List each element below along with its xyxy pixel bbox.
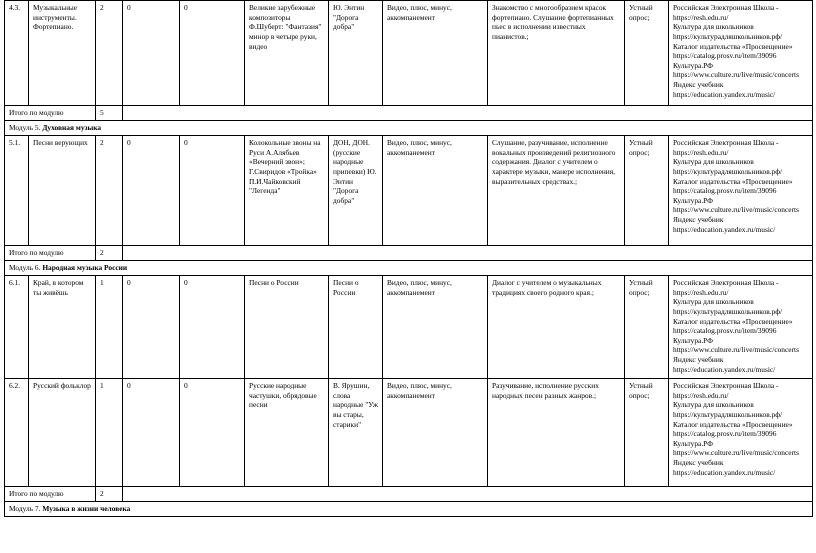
row-number: 6.2. bbox=[5, 379, 29, 487]
repertoire-singing: В. Ярушин, слова народные "Уж вы стары, старики" bbox=[329, 379, 383, 487]
resource-line: Культура.РФ bbox=[673, 195, 713, 205]
resources-media: Видео, плюс, минус, аккомпанемент bbox=[383, 276, 488, 379]
hours-control: 0 bbox=[123, 276, 180, 379]
resources-media: Видео, плюс, минус, аккомпанемент bbox=[383, 1, 488, 106]
activity-types: Диалог с учителем о музыкальных традициях своего родного края.; bbox=[488, 276, 625, 379]
control-forms: Устный опрос; bbox=[625, 379, 669, 487]
repertoire-listening: Колокольные звоны на Руси А.Алябьев «Вечерний звон»; Г.Свиридов «Тройка» П.И.Чайковский "Легенда" bbox=[245, 136, 329, 246]
resource-line: Российская Электронная Школа - bbox=[673, 278, 779, 287]
module-header-row bbox=[5, 121, 813, 136]
module-header-row bbox=[5, 261, 813, 276]
row-number: 6.1. bbox=[5, 276, 29, 379]
resource-line: Культура для школьников bbox=[673, 400, 754, 410]
resource-link[interactable]: https://культурадляшкольников.рф/ bbox=[673, 31, 783, 41]
module-header bbox=[5, 261, 813, 276]
module-total-value: 2 bbox=[96, 246, 123, 261]
hours-practice: 0 bbox=[180, 1, 245, 106]
resource-link[interactable]: https://resh.edu.ru/ bbox=[673, 12, 729, 22]
resources-media: Видео, плюс, минус, аккомпанемент bbox=[383, 136, 488, 246]
resource-link[interactable]: https://культурадляшкольников.рф/ bbox=[673, 409, 783, 419]
repertoire-singing: Ю. Энтин "Дорога добра" bbox=[329, 1, 383, 106]
topic-name: Край, в котором ты живёшь bbox=[29, 276, 96, 379]
resource-link[interactable]: https://www.culture.ru/live/music/concerts bbox=[673, 448, 799, 458]
resource-link[interactable]: https://www.culture.ru/live/music/concerts bbox=[673, 70, 799, 80]
control-forms: Устный опрос; bbox=[625, 1, 669, 106]
hours-total: 2 bbox=[96, 136, 123, 246]
resource-line: Культура для школьников bbox=[673, 297, 754, 307]
control-forms: Устный опрос; bbox=[625, 276, 669, 379]
hours-total: 2 bbox=[96, 1, 123, 106]
module-header bbox=[5, 502, 813, 517]
module-header bbox=[5, 121, 813, 136]
row-number: 5.1. bbox=[5, 136, 29, 246]
hours-practice: 0 bbox=[180, 136, 245, 246]
module-total-empty bbox=[123, 246, 813, 261]
resource-link[interactable]: https://catalog.prosv.ru/item/39096 bbox=[673, 186, 777, 196]
resource-link[interactable]: https://культурадляшкольников.рф/ bbox=[673, 166, 783, 176]
module-total-value: 5 bbox=[96, 106, 123, 121]
module-prefix: Модуль 6. bbox=[9, 263, 41, 272]
hours-practice: 0 bbox=[180, 379, 245, 487]
activity-types: Знакомство с многообразием красок фортепиано. Слушание фортепианных пьес в исполнении известных пианистов.; bbox=[488, 1, 625, 106]
hours-control: 0 bbox=[123, 136, 180, 246]
digital-resources bbox=[669, 1, 813, 106]
resource-line: Культура.РФ bbox=[673, 438, 713, 448]
repertoire-listening: Великие зарубежные композиторы Ф.Шуберт: "Фантазия" минор в четыре руки, видео bbox=[245, 1, 329, 106]
module-title: Музыка в жизни человека bbox=[42, 504, 131, 513]
resource-line: Культура для школьников bbox=[673, 157, 754, 167]
module-header-row bbox=[5, 502, 813, 517]
hours-total: 1 bbox=[96, 276, 123, 379]
resource-link[interactable]: https://education.yandex.ru/music/ bbox=[673, 224, 776, 234]
resource-line: Каталог издательства «Просвещение» bbox=[673, 41, 793, 51]
resource-link[interactable]: https://catalog.prosv.ru/item/39096 bbox=[673, 429, 777, 439]
module-total-value: 2 bbox=[96, 487, 123, 502]
module-total-label: Итого по модулю bbox=[5, 246, 96, 261]
resource-line: Культура.РФ bbox=[673, 60, 713, 70]
repertoire-listening: Русские народные частушки, обрядовые песни bbox=[245, 379, 329, 487]
repertoire-singing: ДОН, ДОН. (русские народные припевки) Ю. Энтин "Дорога добра" bbox=[329, 136, 383, 246]
activity-types: Разучивание, исполнение русских народных песен разных жанров.; bbox=[488, 379, 625, 487]
resource-line: Культура.РФ bbox=[673, 335, 713, 345]
resource-line: Яндекс учебник bbox=[673, 215, 724, 224]
resource-link[interactable]: https://catalog.prosv.ru/item/39096 bbox=[673, 51, 777, 61]
resource-link[interactable]: https://education.yandex.ru/music/ bbox=[673, 364, 776, 374]
resource-line: Яндекс учебник bbox=[673, 355, 724, 364]
repertoire-singing: Песни о России bbox=[329, 276, 383, 379]
resource-link[interactable]: https://resh.edu.ru/ bbox=[673, 147, 729, 157]
resource-link[interactable]: https://education.yandex.ru/music/ bbox=[673, 467, 776, 477]
resource-link[interactable]: https://catalog.prosv.ru/item/39096 bbox=[673, 326, 777, 336]
topic-name: Песни верующих bbox=[29, 136, 96, 246]
topic-name: Музыкальные инструменты. Фортепиано. bbox=[29, 1, 96, 106]
topic-name: Русский фольклор bbox=[29, 379, 96, 487]
repertoire-listening: Песни о России bbox=[245, 276, 329, 379]
module-total-empty bbox=[123, 487, 813, 502]
table-row bbox=[5, 379, 813, 487]
module-title: Духовная музыка bbox=[42, 123, 102, 132]
resource-line: Яндекс учебник bbox=[673, 458, 724, 467]
module-title: Народная музыка России bbox=[42, 263, 128, 272]
hours-control: 0 bbox=[123, 379, 180, 487]
resource-link[interactable]: https://education.yandex.ru/music/ bbox=[673, 89, 776, 99]
resource-line: Российская Электронная Школа - bbox=[673, 138, 779, 147]
module-total-row bbox=[5, 246, 813, 261]
resource-line: Каталог издательства «Просвещение» bbox=[673, 176, 793, 186]
resource-link[interactable]: https://www.culture.ru/live/music/concerts bbox=[673, 345, 799, 355]
module-prefix: Модуль 7. bbox=[9, 504, 41, 513]
row-number: 4.3. bbox=[5, 1, 29, 106]
module-total-label: Итого по модулю bbox=[5, 487, 96, 502]
digital-resources bbox=[669, 276, 813, 379]
table-row bbox=[5, 136, 813, 246]
resource-link[interactable]: https://resh.edu.ru/ bbox=[673, 287, 729, 297]
resource-link[interactable]: https://культурадляшкольников.рф/ bbox=[673, 306, 783, 316]
resources-media: Видео, плюс, минус, аккомпанемент bbox=[383, 379, 488, 487]
digital-resources bbox=[669, 136, 813, 246]
curriculum-table bbox=[4, 0, 813, 517]
resource-link[interactable]: https://resh.edu.ru/ bbox=[673, 390, 729, 400]
resource-line: Каталог издательства «Просвещение» bbox=[673, 316, 793, 326]
digital-resources bbox=[669, 379, 813, 487]
module-total-row bbox=[5, 106, 813, 121]
table-row bbox=[5, 1, 813, 106]
resource-line: Яндекс учебник bbox=[673, 80, 724, 89]
activity-types: Слушание, разучивание, исполнение вокальных произведений религиозного содержания. Диалог с учителем о характере музыки, манере исполнения, выразительных средствах.; bbox=[488, 136, 625, 246]
module-total-empty bbox=[123, 106, 813, 121]
resource-line: Каталог издательства «Просвещение» bbox=[673, 419, 793, 429]
resource-link[interactable]: https://www.culture.ru/live/music/concerts bbox=[673, 205, 799, 215]
control-forms: Устный опрос; bbox=[625, 136, 669, 246]
resource-line: Российская Электронная Школа - bbox=[673, 381, 779, 390]
module-prefix: Модуль 5. bbox=[9, 123, 41, 132]
resource-line: Российская Электронная Школа - bbox=[673, 3, 779, 12]
resource-line: Культура для школьников bbox=[673, 22, 754, 32]
table-row bbox=[5, 276, 813, 379]
hours-practice: 0 bbox=[180, 276, 245, 379]
hours-total: 1 bbox=[96, 379, 123, 487]
module-total-row bbox=[5, 487, 813, 502]
module-total-label: Итого по модулю bbox=[5, 106, 96, 121]
hours-control: 0 bbox=[123, 1, 180, 106]
